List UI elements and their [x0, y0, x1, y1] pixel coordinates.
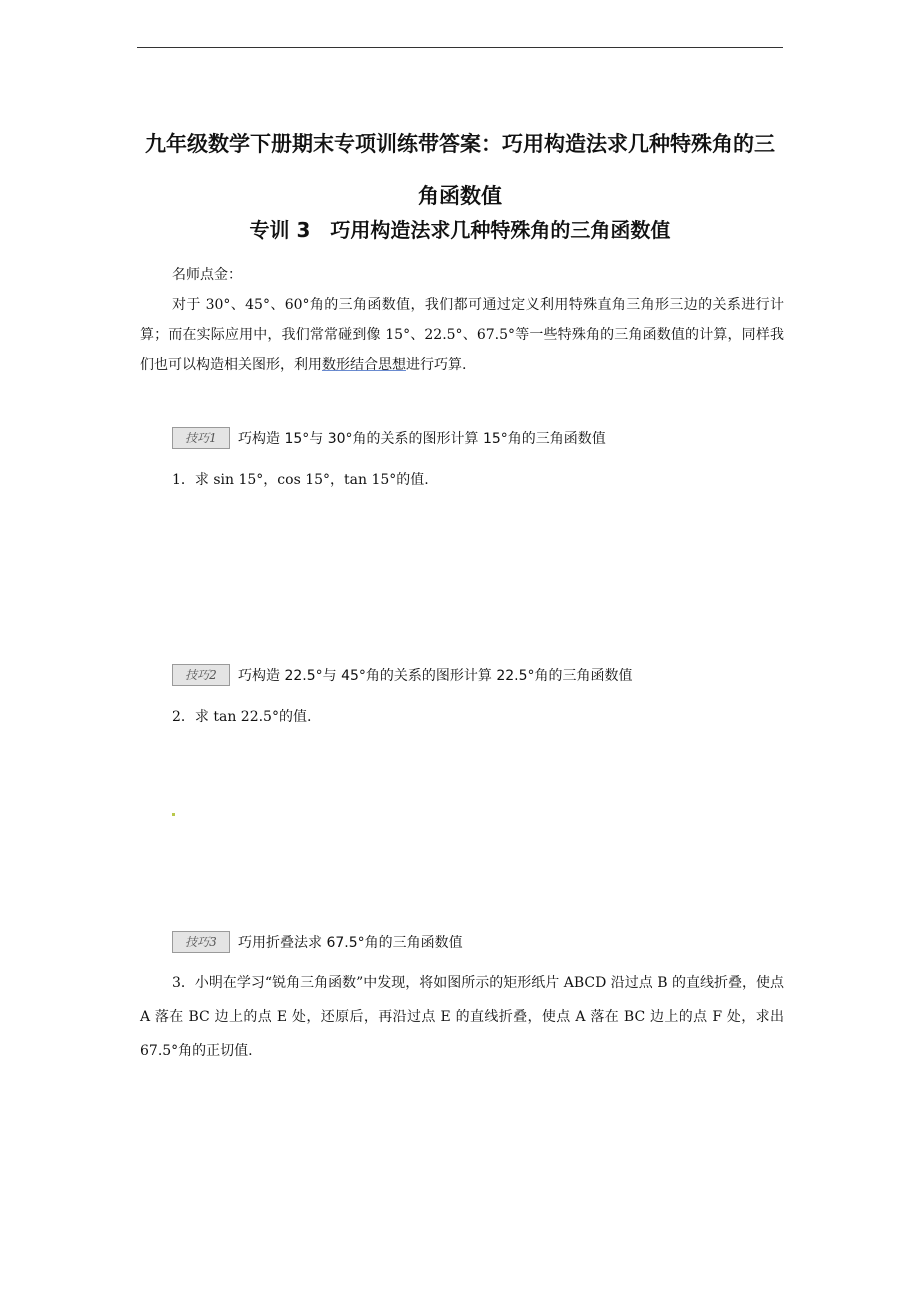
- intro-paragraph: [140, 290, 784, 380]
- tip-2: [172, 663, 633, 687]
- tip-badge-icon: 技巧2: [172, 664, 230, 686]
- tip-heading: 巧构造 15°与 30°角的关系的图形计算 15°角的三角函数值: [238, 431, 606, 447]
- header-rule: [137, 47, 783, 48]
- section-subtitle: 专训 3 巧用构造法求几种特殊角的三角函数值: [249, 218, 671, 242]
- tip-3: [172, 930, 463, 954]
- intro-text-before: 对于 30°、45°、60°角的三角函数值，我们都可通过定义利用特殊直角三角形三边的关系进行计算；而在实际应用中，我们常常碰到像 15°、22.5°、67.5°等一些特殊角的三角函数值的计算，同样我们也可以构造相关图形，利用: [140, 297, 784, 373]
- tip-heading: 巧用折叠法求 67.5°角的三角函数值: [238, 935, 463, 951]
- tip-badge-icon: 技巧3: [172, 931, 230, 953]
- speck-mark: [172, 813, 175, 816]
- intro-label: 名师点金：: [172, 267, 242, 283]
- question-3: 3．小明在学习“锐角三角函数”中发现，将如图所示的矩形纸片 ABCD 沿过点 B 的直线折叠，使点 A 落在 BC 边上的点 E 处，还原后，再沿过点 E 的直线折叠，使点 A 落在 BC 边上的点 F 处，求出 67.5°角的正切值.: [140, 975, 784, 1059]
- tip-1: [172, 426, 606, 450]
- intro-text-after: 进行巧算.: [406, 357, 467, 373]
- question-2: 2．求 tan 22.5°的值.: [172, 709, 312, 725]
- question-1: 1．求 sin 15°，cos 15°，tan 15°的值.: [172, 472, 429, 488]
- tip-badge-icon: 技巧1: [172, 427, 230, 449]
- document-title: 九年级数学下册期末专项训练带答案：巧用构造法求几种特殊角的三角函数值: [145, 132, 775, 208]
- tip-heading: 巧构造 22.5°与 45°角的关系的图形计算 22.5°角的三角函数值: [238, 668, 633, 684]
- intro-underlined-term: 数形结合思想: [322, 357, 406, 373]
